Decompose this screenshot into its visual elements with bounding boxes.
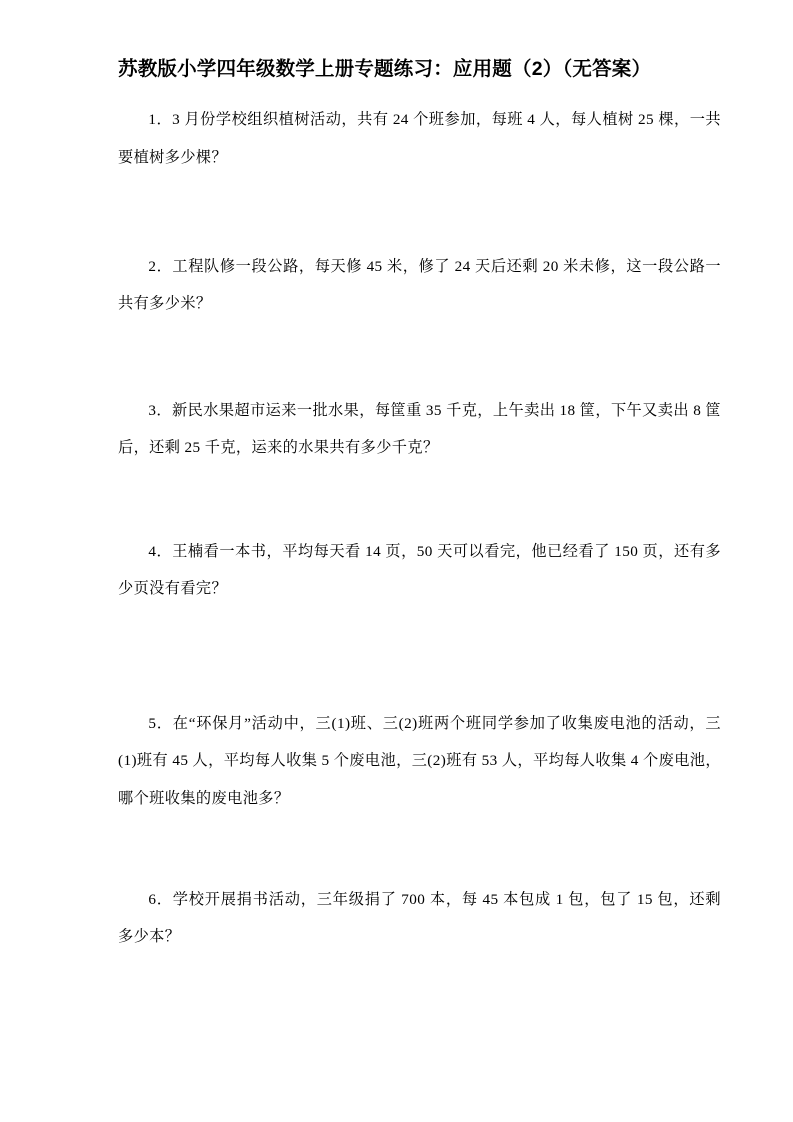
answer-space — [62, 322, 731, 392]
problem-item: 5．在“环保月”活动中，三(1)班、三(2)班两个班同学参加了收集废电池的活动，三(1)班有 45 人，平均每人收集 5 个废电池，三(2)班有 53 人，平均每人收集 4 个废电池，哪个班收集的废电池多？ — [118, 715, 721, 807]
problem-list — [62, 101, 731, 955]
problem-item: 6．学校开展捐书活动，三年级捐了 700 本，每 45 本包成 1 包，包了 15 包，还剩多少本？ — [118, 890, 721, 946]
page-title: 苏教版小学四年级数学上册专题练习：应用题（2）（无答案） — [118, 58, 652, 80]
answer-space — [62, 467, 731, 533]
answer-space — [62, 607, 731, 705]
problem-item: 4．王楠看一本书，平均每天看 14 页，50 天可以看完，他已经看了 150 页，还有多少页没有看完？ — [118, 542, 721, 597]
problem-item: 3．新民水果超市运来一批水果，每筐重 35 千克，上午卖出 18 筐，下午又卖出 8 筐后，还剩 25 千克，运来的水果共有多少千克？ — [118, 402, 721, 457]
problem-item: 2．工程队修一段公路，每天修 45 米，修了 24 天后还剩 20 米未修，这一段公路一共有多少米？ — [118, 257, 721, 312]
problem-item: 1．3 月份学校组织植树活动，共有 24 个班参加，每班 4 人，每人植树 25 棵，一共要植树多少棵？ — [118, 111, 721, 166]
answer-space — [62, 817, 731, 881]
answer-space — [62, 176, 731, 248]
